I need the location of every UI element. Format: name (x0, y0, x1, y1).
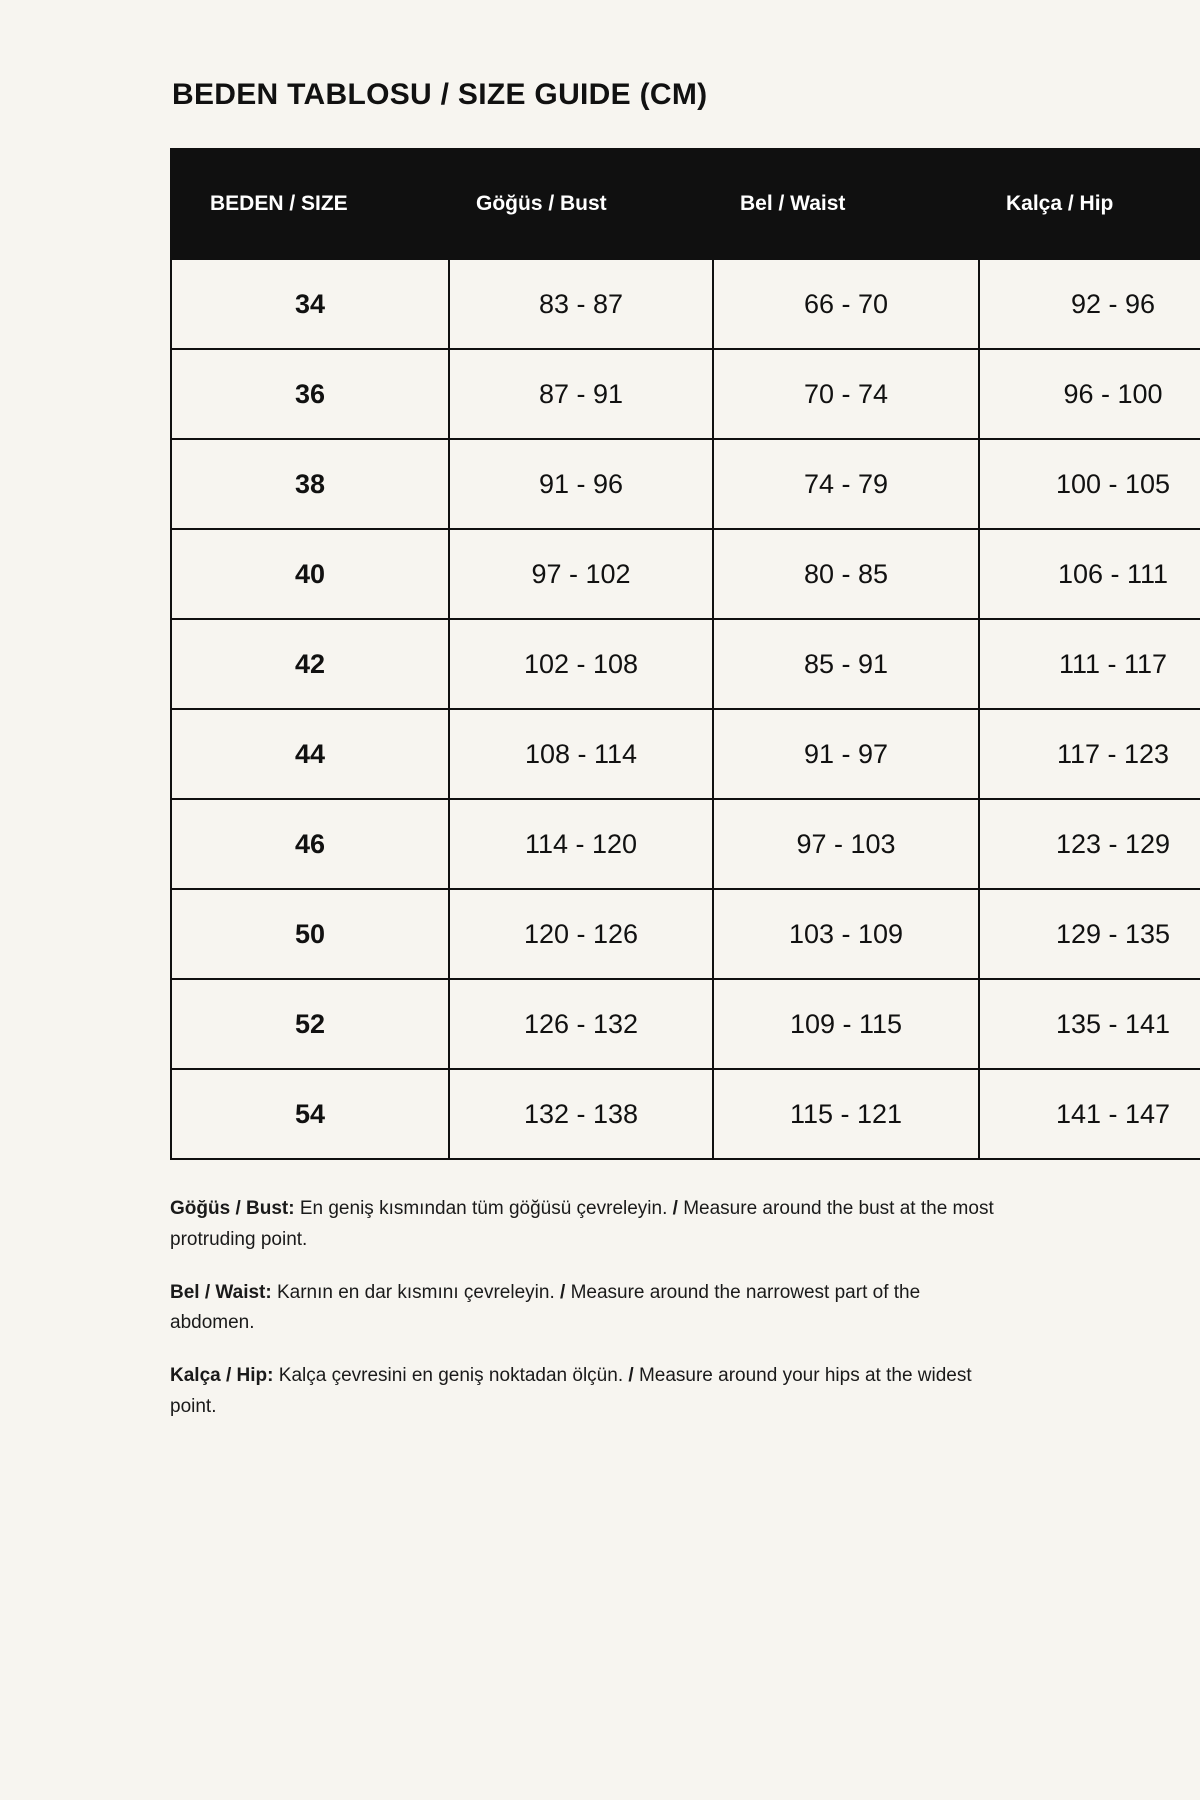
note-hip-separator: / (628, 1365, 634, 1387)
note-hip-tr: Kalça çevresini en geniş noktadan ölçün. (278, 1365, 624, 1387)
column-header-waist: Bel / Waist (713, 149, 979, 259)
cell-size: 52 (171, 979, 449, 1069)
cell-hip: 100 - 105 (979, 439, 1200, 529)
measurement-notes (170, 1194, 1000, 1423)
cell-hip: 123 - 129 (979, 799, 1200, 889)
column-header-bust: Göğüs / Bust (449, 149, 713, 259)
note-bust-tr: En geniş kısmından tüm göğüsü çevreleyin. (299, 1198, 668, 1219)
note-bust-en: Measure around the bust at the most protruding point. (170, 1198, 994, 1250)
cell-waist: 115 - 121 (713, 1069, 979, 1159)
cell-hip: 129 - 135 (979, 889, 1200, 979)
page-title: BEDEN TABLOSU / SIZE GUIDE (CM) (172, 78, 708, 111)
cell-size: 34 (171, 259, 449, 349)
note-waist-tr: Karnın en dar kısmını çevreleyin. (276, 1281, 555, 1303)
cell-hip: 92 - 96 (979, 259, 1200, 349)
cell-size: 50 (171, 889, 449, 979)
note-hip (170, 1361, 1000, 1423)
cell-size: 44 (171, 709, 449, 799)
cell-size: 36 (171, 349, 449, 439)
cell-size: 42 (171, 619, 449, 709)
table-row (171, 799, 1200, 889)
note-bust-label: Göğüs / Bust: (170, 1198, 295, 1219)
note-bust (170, 1194, 1000, 1256)
cell-size: 54 (171, 1069, 449, 1159)
table-row (171, 259, 1200, 349)
column-header-hip: Kalça / Hip (979, 149, 1200, 259)
cell-size: 46 (171, 799, 449, 889)
note-waist (170, 1278, 1000, 1340)
cell-bust: 126 - 132 (449, 979, 713, 1069)
table-body (171, 259, 1200, 1159)
table-row (171, 709, 1200, 799)
cell-waist: 66 - 70 (713, 259, 979, 349)
note-hip-label: Kalça / Hip: (170, 1365, 274, 1387)
table-row (171, 349, 1200, 439)
table-header (171, 149, 1200, 259)
cell-hip: 117 - 123 (979, 709, 1200, 799)
note-bust-separator: / (672, 1198, 678, 1219)
cell-size: 38 (171, 439, 449, 529)
cell-size: 40 (171, 529, 449, 619)
cell-bust: 108 - 114 (449, 709, 713, 799)
note-waist-en: Measure around the narrowest part of the abdomen. (170, 1281, 921, 1334)
cell-waist: 85 - 91 (713, 619, 979, 709)
note-hip-en: Measure around your hips at the widest point. (170, 1365, 972, 1417)
cell-waist: 74 - 79 (713, 439, 979, 529)
cell-hip: 135 - 141 (979, 979, 1200, 1069)
cell-bust: 132 - 138 (449, 1069, 713, 1159)
table-row (171, 1069, 1200, 1159)
cell-waist: 109 - 115 (713, 979, 979, 1069)
table-row (171, 439, 1200, 529)
cell-waist: 97 - 103 (713, 799, 979, 889)
table-header-row (171, 149, 1200, 259)
cell-hip: 111 - 117 (979, 619, 1200, 709)
cell-bust: 102 - 108 (449, 619, 713, 709)
cell-bust: 120 - 126 (449, 889, 713, 979)
table-row (171, 529, 1200, 619)
cell-bust: 83 - 87 (449, 259, 713, 349)
note-waist-label: Bel / Waist: (170, 1281, 272, 1303)
cell-hip: 106 - 111 (979, 529, 1200, 619)
table-row (171, 619, 1200, 709)
cell-bust: 87 - 91 (449, 349, 713, 439)
note-waist-separator: / (560, 1281, 566, 1303)
cell-waist: 103 - 109 (713, 889, 979, 979)
column-header-size: BEDEN / SIZE (171, 149, 449, 259)
size-guide-table (170, 148, 1200, 1160)
cell-bust: 91 - 96 (449, 439, 713, 529)
cell-waist: 70 - 74 (713, 349, 979, 439)
cell-waist: 80 - 85 (713, 529, 979, 619)
table-row (171, 889, 1200, 979)
cell-bust: 114 - 120 (449, 799, 713, 889)
cell-hip: 141 - 147 (979, 1069, 1200, 1159)
cell-bust: 97 - 102 (449, 529, 713, 619)
table-row (171, 979, 1200, 1069)
cell-hip: 96 - 100 (979, 349, 1200, 439)
cell-waist: 91 - 97 (713, 709, 979, 799)
